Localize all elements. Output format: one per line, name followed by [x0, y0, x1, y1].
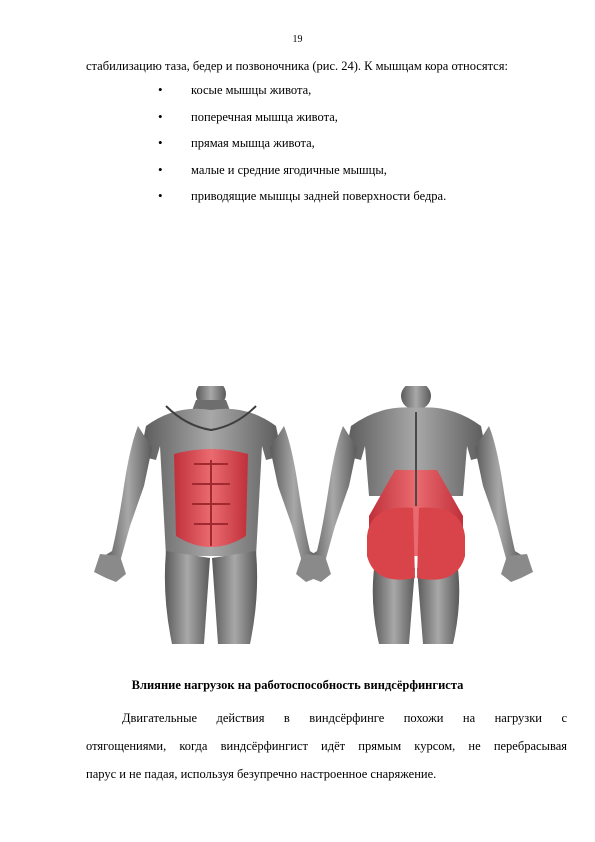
- section-title: Влияние нагрузок на работоспособность виндсёрфингиста: [131, 678, 464, 692]
- body-paragraph: [86, 704, 567, 788]
- body-line: парус и не падая, используя безупречно настроенное снаряжение.: [86, 767, 437, 781]
- bullet-icon: •: [158, 108, 163, 124]
- front-body-figure: [94, 386, 328, 644]
- list-item-text: приводящие мышцы задней поверхности бедра.: [191, 189, 447, 203]
- anatomy-figure: [86, 386, 538, 644]
- list-item-text: косые мышцы живота,: [191, 83, 312, 97]
- page-number: 19: [292, 34, 303, 45]
- body-line: Двигательные действия в виндсёрфинге похожи на нагрузки с: [122, 711, 567, 725]
- body-line: отягощениями, когда виндсёрфингист идёт прямым курсом, не перебрасывая: [86, 739, 567, 753]
- list-item-text: малые и средние ягодичные мышцы,: [191, 162, 387, 177]
- bullet-icon: •: [158, 82, 163, 97]
- list-item-text: прямая мышца живота,: [191, 136, 315, 150]
- muscle-anatomy-illustration: [86, 386, 538, 644]
- right-gluteal-highlight: [417, 508, 465, 580]
- back-body-figure: [299, 386, 533, 644]
- intro-paragraph: стабилизацию таза, бедер и позвоночника (рис. 24). К мышцам кора относятся:: [86, 59, 508, 73]
- list-item-text: поперечная мышца живота,: [191, 109, 338, 124]
- bullet-icon: •: [158, 188, 163, 203]
- left-gluteal-highlight: [367, 508, 415, 580]
- bullet-icon: •: [158, 135, 163, 150]
- bullet-icon: •: [158, 161, 163, 177]
